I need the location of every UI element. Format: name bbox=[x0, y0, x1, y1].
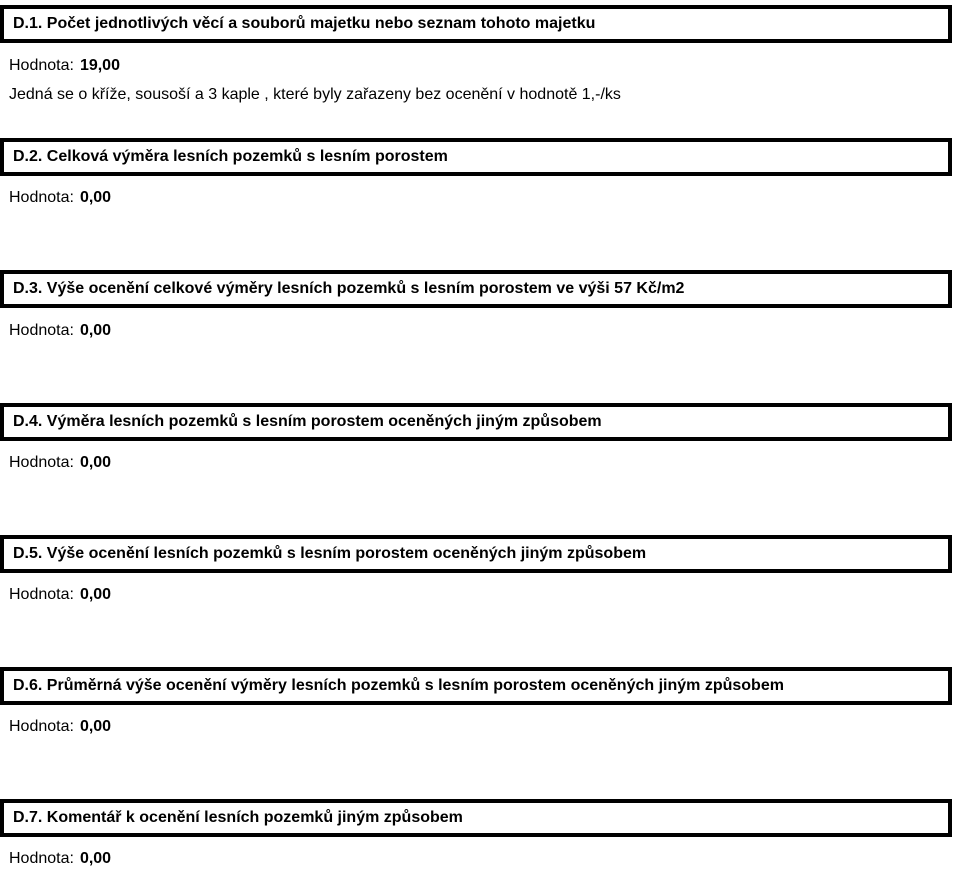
value-line-d1 bbox=[9, 57, 120, 75]
note-line-d1: Jedná se o kříže, sousoší a 3 kaple , které byly zařazeny bez ocenění v hodnotě 1,-/ks bbox=[9, 86, 621, 103]
section-title: Celková výměra lesních pozemků s lesním porostem bbox=[46, 148, 448, 165]
value-line-d3 bbox=[9, 322, 111, 340]
section-title: Průměrná výše ocenění výměry lesních pozemků s lesním porostem oceněných jiným způsobem bbox=[46, 677, 784, 694]
section-code: D.2. bbox=[13, 148, 43, 165]
value-number: 0,00 bbox=[79, 322, 112, 339]
section-title: Výměra lesních pozemků s lesním porostem oceněných jiným způsobem bbox=[46, 413, 602, 430]
section-header-d5 bbox=[0, 535, 952, 573]
value-line-d5 bbox=[9, 586, 111, 604]
value-number: 19,00 bbox=[79, 57, 120, 74]
value-number: 0,00 bbox=[79, 718, 112, 735]
section-header-d6 bbox=[0, 667, 952, 705]
section-title: Počet jednotlivých věcí a souborů majetku nebo seznam tohoto majetku bbox=[46, 15, 596, 32]
value-number: 0,00 bbox=[79, 454, 112, 471]
section-code: D.6. bbox=[13, 677, 43, 694]
value-label: Hodnota: bbox=[9, 586, 74, 603]
value-line-d4 bbox=[9, 454, 111, 472]
value-label: Hodnota: bbox=[9, 189, 74, 206]
section-header-d4 bbox=[0, 403, 952, 441]
value-number: 0,00 bbox=[79, 189, 112, 206]
section-title: Výše ocenění lesních pozemků s lesním porostem oceněných jiným způsobem bbox=[46, 545, 647, 562]
value-label: Hodnota: bbox=[9, 850, 74, 867]
section-header-d7 bbox=[0, 799, 952, 837]
section-header-d1 bbox=[0, 5, 952, 43]
value-label: Hodnota: bbox=[9, 57, 74, 74]
section-title: Výše ocenění celkové výměry lesních pozemků s lesním porostem ve výši 57 Kč/m2 bbox=[46, 280, 685, 297]
value-line-d7 bbox=[9, 850, 111, 868]
section-code: D.3. bbox=[13, 280, 43, 297]
section-code: D.7. bbox=[13, 809, 43, 826]
value-label: Hodnota: bbox=[9, 454, 74, 471]
value-line-d6 bbox=[9, 718, 111, 736]
value-label: Hodnota: bbox=[9, 322, 74, 339]
value-number: 0,00 bbox=[79, 586, 112, 603]
section-code: D.5. bbox=[13, 545, 43, 562]
value-line-d2 bbox=[9, 189, 111, 207]
section-code: D.4. bbox=[13, 413, 43, 430]
section-header-d2 bbox=[0, 138, 952, 176]
section-code: D.1. bbox=[13, 15, 43, 32]
section-title: Komentář k ocenění lesních pozemků jiným způsobem bbox=[46, 809, 463, 826]
value-number: 0,00 bbox=[79, 850, 112, 867]
value-label: Hodnota: bbox=[9, 718, 74, 735]
section-header-d3 bbox=[0, 270, 952, 308]
